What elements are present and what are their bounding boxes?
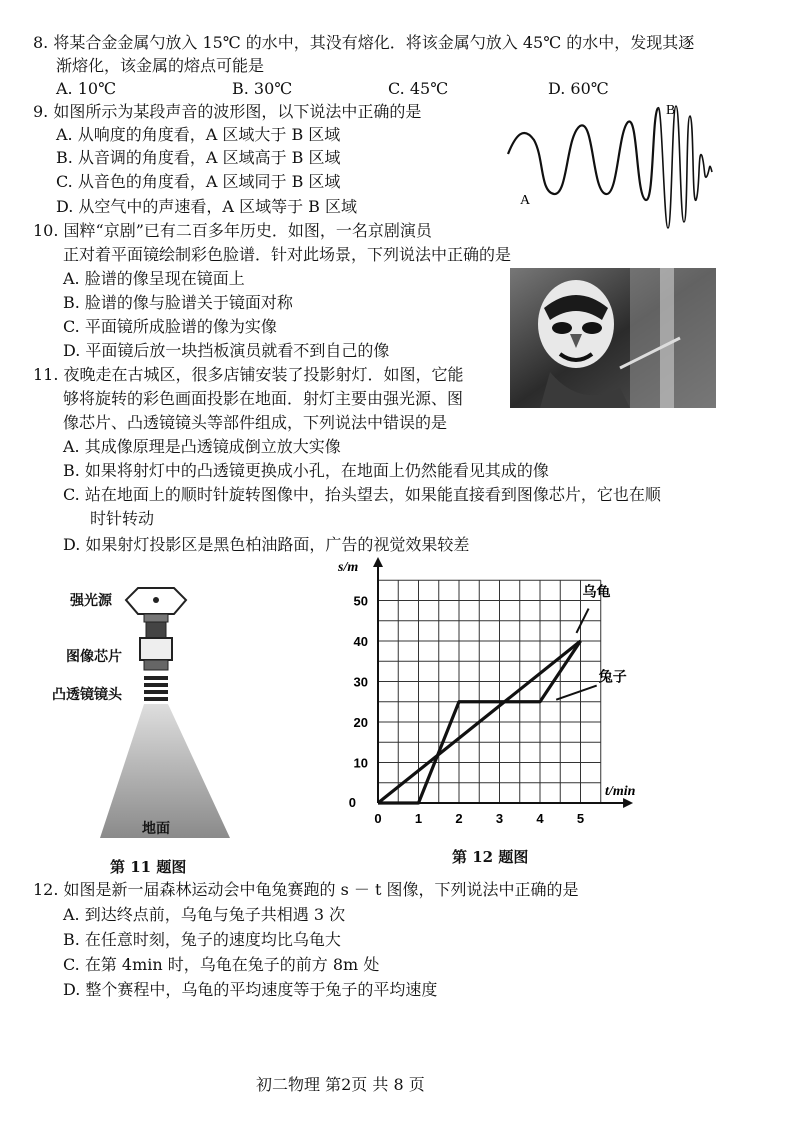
q10-option-d: D. 平面镜后放一块挡板演员就看不到自己的像 xyxy=(63,341,390,360)
rabbit-leader xyxy=(556,686,597,700)
q11-option-c: C. 站在地面上的顺时针旋转图像中，抬头望去，如果能直接看到图像芯片，它也在顺 xyxy=(63,485,661,504)
q11-option-d: D. 如果射灯投影区是黑色柏油路面，广告的视觉效果较差 xyxy=(63,535,470,554)
q9-option-d: D. 从空气中的声速看，A 区域等于 B 区域 xyxy=(56,197,358,216)
y-axis-label: s/m xyxy=(338,560,359,575)
series-label-tortoise: 乌龟 xyxy=(582,583,611,600)
q8-option-a: A. 10℃ xyxy=(56,79,116,98)
y-tick-label: 20 xyxy=(353,715,368,730)
y-tick-label: 0 xyxy=(348,795,356,810)
q12-figure-caption: 第 12 题图 xyxy=(452,848,529,866)
y-axis-arrow xyxy=(373,557,383,567)
y-tick-label: 40 xyxy=(353,634,368,649)
q10-stem-line2: 正对着平面镜绘制彩色脸谱．针对此场景，下列说法中正确的是 xyxy=(63,245,512,264)
projector-lamp-figure xyxy=(60,580,270,845)
q8-stem-line1: 8. 将某合金金属勺放入 15℃ 的水中，其没有熔化．将该金属勺放入 45℃ 的水中，发现其逐 xyxy=(33,33,695,52)
page-footer: 初二物理 第2页 共 8 页 xyxy=(256,1075,425,1094)
q10-option-c: C. 平面镜所成脸谱的像为实像 xyxy=(63,317,277,336)
q10-stem-line1: 10. 国粹“京剧”已有二百多年历史．如图，一名京剧演员 xyxy=(33,221,432,240)
q9-option-a: A. 从响度的角度看，A 区域大于 B 区域 xyxy=(56,125,341,144)
x-axis-arrow xyxy=(623,798,633,808)
image-chip-part xyxy=(140,638,172,660)
q12-option-c: C. 在第 4min 时，乌龟在兔子的前方 8m 处 xyxy=(63,955,380,974)
waveform-label-a: A xyxy=(520,193,531,208)
x-tick-label: 0 xyxy=(374,811,382,826)
q9-option-b: B. 从音调的角度看，A 区域高于 B 区域 xyxy=(56,148,341,167)
q9-stem: 9. 如图所示为某段声音的波形图，以下说法中正确的是 xyxy=(33,102,422,121)
q10-option-b: B. 脸谱的像与脸谱关于镜面对称 xyxy=(63,293,293,312)
q11-option-a: A. 其成像原理是凸透镜成倒立放大实像 xyxy=(63,437,341,456)
x-tick-label: 2 xyxy=(455,811,463,826)
q12-stem: 12. 如图是新一届森林运动会中龟兔赛跑的 s － t 图像，下列说法中正确的是 xyxy=(33,880,579,899)
q12-option-a: A. 到达终点前，乌龟与兔子共相遇 3 次 xyxy=(63,905,346,924)
x-tick-label: 5 xyxy=(576,811,585,826)
q11-option-b: B. 如果将射灯中的凸透镜更换成小孔，在地面上仍然能看见其成的像 xyxy=(63,461,549,480)
x-axis-label: t/min xyxy=(605,784,636,799)
opera-mirror-photo xyxy=(510,268,716,408)
q8-stem-line2: 渐熔化，该金属的熔点可能是 xyxy=(56,56,265,75)
y-tick-label: 50 xyxy=(353,593,368,609)
st-graph xyxy=(320,555,720,826)
q12-option-d: D. 整个赛程中，乌龟的平均速度等于兔子的平均速度 xyxy=(63,980,438,999)
q11-stem-line2: 够将旋转的彩色画面投影在地面．射灯主要由强光源、图 xyxy=(63,389,464,408)
label-convex-lens: 凸透镜镜头 xyxy=(52,687,122,703)
label-image-chip: 图像芯片 xyxy=(66,649,122,665)
label-ground: 地面 xyxy=(142,821,170,837)
y-tick-label: 10 xyxy=(353,755,368,771)
q11-stem-line3: 像芯片、凸透镜镜头等部件组成，下列说法中错误的是 xyxy=(63,413,448,432)
q12-option-b: B. 在任意时刻，兔子的速度均比乌龟大 xyxy=(63,930,341,949)
q11-figure-caption: 第 11 题图 xyxy=(110,858,187,876)
waveform-b-region xyxy=(658,106,712,228)
label-strong-light-source: 强光源 xyxy=(70,593,112,609)
q11-option-c-continued: 时针转动 xyxy=(90,509,155,528)
q8-option-b: B. 30℃ xyxy=(232,79,293,98)
series-label-rabbit: 兔子 xyxy=(598,668,627,685)
q8-option-d: D. 60℃ xyxy=(548,79,609,98)
waveform-label-b: B xyxy=(666,103,676,118)
waveform-a-region xyxy=(508,108,658,200)
x-tick-label: 3 xyxy=(495,811,504,826)
q9-option-c: C. 从音色的角度看，A 区域同于 B 区域 xyxy=(56,172,341,191)
x-tick-label: 4 xyxy=(536,811,544,826)
sound-waveform-figure xyxy=(500,96,722,246)
y-tick-label: 30 xyxy=(353,674,368,690)
lens-part xyxy=(144,676,168,680)
q11-stem-line1: 11. 夜晚走在古城区，很多店铺安装了投影射灯．如图，它能 xyxy=(33,365,464,384)
x-tick-label: 1 xyxy=(414,811,423,826)
q10-option-a: A. 脸谱的像呈现在镜面上 xyxy=(63,269,245,288)
q8-option-c: C. 45℃ xyxy=(388,79,449,98)
